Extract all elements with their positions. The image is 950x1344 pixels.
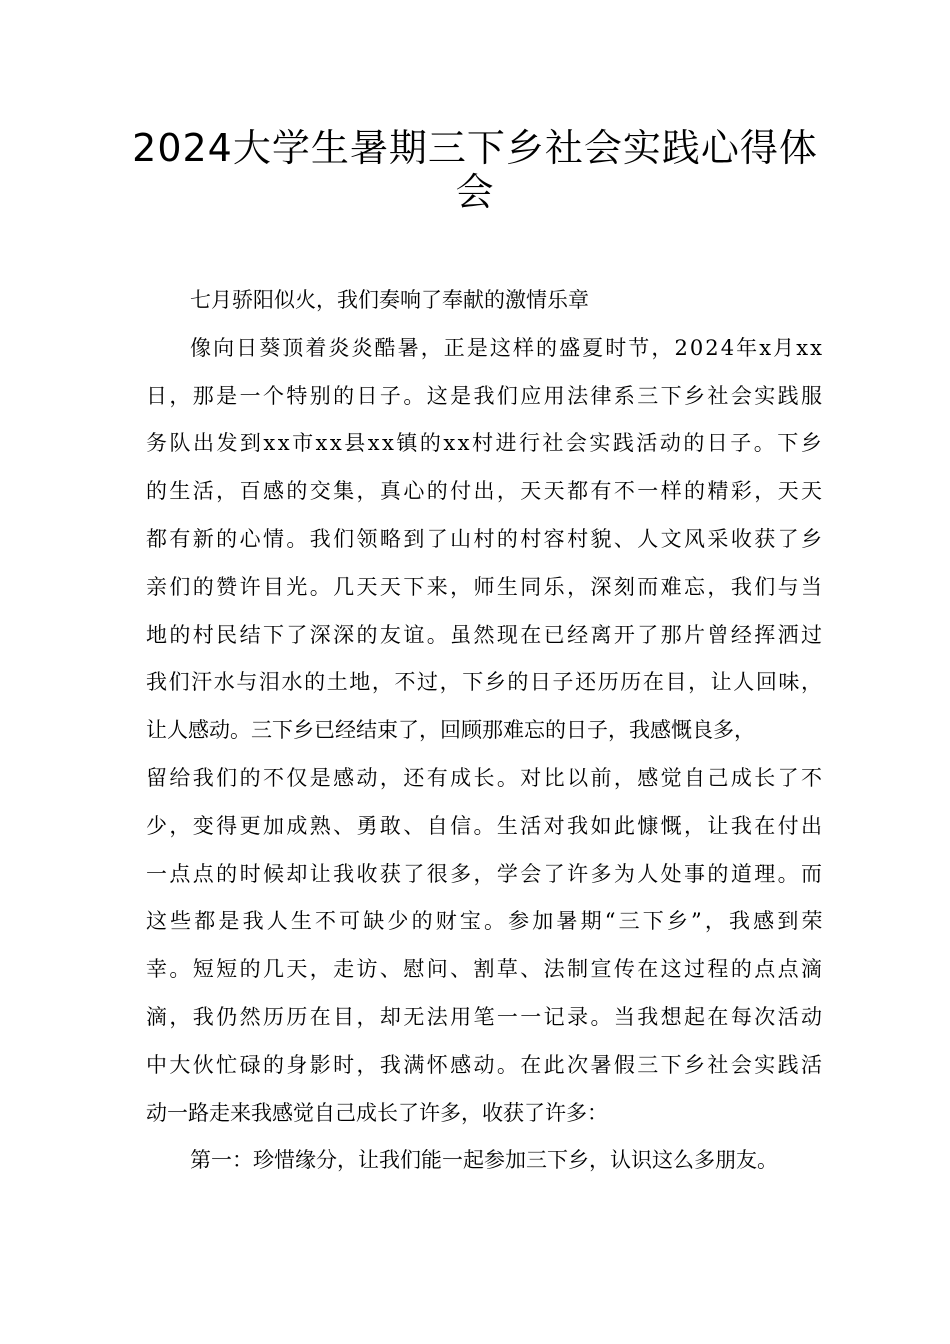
body-text-line: 务队出发到xx市xx县xx镇的xx村进行社会实践活动的日子。下乡 <box>146 431 825 456</box>
body-text-line: 亲们的赞许目光。几天天下来，师生同乐，深刻而难忘，我们与当 <box>146 574 825 599</box>
body-text-line: 像向日葵顶着炎炎酷暑，正是这样的盛夏时节，2024年x月xx <box>190 335 825 360</box>
body-text-line: 少，变得更加成熟、勇敢、自信。生活对我如此慷慨，让我在付出 <box>146 813 825 838</box>
body-text-line: 一点点的时候却让我收获了很多，学会了许多为人处事的道理。而 <box>146 861 825 886</box>
body-text-line: 幸。短短的几天，走访、慰问、割草、法制宣传在这过程的点点滴 <box>146 957 825 982</box>
body-text-line: 都有新的心情。我们领略到了山村的村容村貌、人文风采收获了乡 <box>146 527 825 551</box>
body-text-line: 让人感动。三下乡已经结束了，回顾那难忘的日子，我感慨良多， <box>146 718 755 743</box>
title-line-1: 2024大学生暑期三下乡社会实践心得体 <box>132 126 818 170</box>
body-text-line: 滴，我仍然历历在目，却无法用笔一一记录。当我想起在每次活动 <box>146 1005 825 1029</box>
body-text-line: 第一：珍惜缘分，让我们能一起参加三下乡，认识这么多朋友。 <box>190 1148 778 1173</box>
body-text-line: 我们汗水与泪水的土地，不过，下乡的日子还历历在目，让人回味， <box>146 670 824 695</box>
body-text-line: 动一路走来我感觉自己成长了许多，收获了许多： <box>146 1100 608 1125</box>
body-text-line: 日，那是一个特别的日子。这是我们应用法律系三下乡社会实践服 <box>146 383 825 408</box>
title-line-2: 会 <box>455 170 495 214</box>
body-text-line: 七月骄阳似火，我们奏响了奉献的激情乐章 <box>190 288 589 312</box>
body-text-line: 留给我们的不仅是感动，还有成长。对比以前，感觉自己成长了不 <box>146 766 825 790</box>
body-text-line: 中大伙忙碌的身影时，我满怀感动。在此次暑假三下乡社会实践活 <box>146 1052 825 1077</box>
body-text-line: 这些都是我人生不可缺少的财宝。参加暑期“三下乡”，我感到荣 <box>146 909 826 934</box>
body-text-line: 地的村民结下了深深的友谊。虽然现在已经离开了那片曾经挥洒过 <box>146 622 825 647</box>
body-text-line: 的生活，百感的交集，真心的付出，天天都有不一样的精彩，天天 <box>146 479 825 504</box>
